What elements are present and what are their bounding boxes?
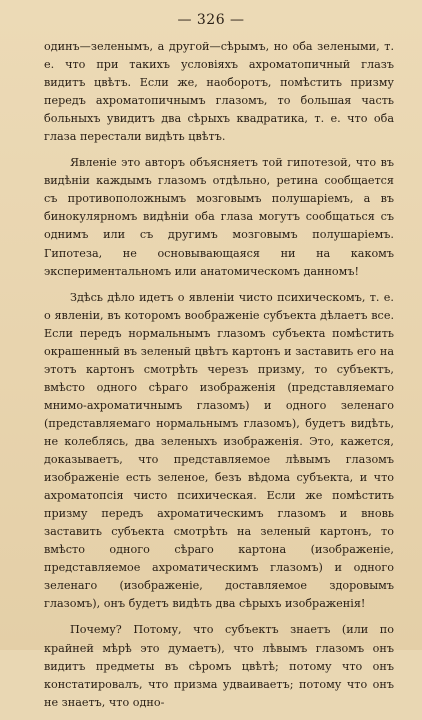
page-number: — 326 — bbox=[177, 12, 245, 28]
paragraph-4: Почему? Потому, что субъектъ знаетъ (или по крайней мѣрѣ это думаетъ), что лѣвымъ глазомъ онъ видитъ предметы въ сѣромъ цвѣтѣ; потому что онъ констатировалъ, что призма удваиваетъ; потому что онъ не знаетъ, что одно- bbox=[44, 623, 394, 709]
page-body bbox=[44, 38, 394, 720]
paragraph-3: Здѣсь дѣло идетъ о явленіи чисто психическомъ, т. е. о явленіи, въ которомъ воображеніе субъекта дѣлаетъ все. Если передъ нормальнымъ глазомъ субъекта помѣстить окрашенный въ зеленый цвѣтъ картонъ и заставить его на этотъ картонъ смотрѣть черезъ призму, то субъектъ, вмѣсто одного сѣраго изображенія (представляемаго мнимо-ахроматичнымъ глазомъ) и одного зеленаго (представляемаго нормальнымъ глазомъ), будетъ видѣть, не колеблясь, два зеленыхъ изображенія. Это, кажется, доказываетъ, что представляемое лѣвымъ глазомъ изображеніе есть зеленое, безъ вѣдома субъекта, и что ахроматопсія чисто психическая. Если же помѣстить призму передъ ахроматическимъ глазомъ и вновь заставить субъекта смотрѣть на зеленый картонъ, то вмѣсто одного сѣраго картона (изображеніе, представляемое ахроматическимъ глазомъ) и одного зеленаго (изображеніе, доставляемое здоровымъ глазомъ), онъ будетъ видѣть два сѣрыхъ изображенія! bbox=[44, 290, 394, 611]
paragraph-1: одинъ—зеленымъ, а другой—сѣрымъ, но оба зелеными, т. е. что при такихъ условіяхъ ахроматопичный глазъ видитъ цвѣтъ. Если же, наоборотъ, помѣстить призму передъ ахроматопичнымъ глазомъ, то большая часть больныхъ увидитъ два сѣрыхъ квадратика, т. е. что оба глаза перестали видѣть цвѣтъ. bbox=[44, 40, 394, 144]
paragraph-2: Явленіе это авторъ объясняетъ той гипотезой, что въ видѣніи каждымъ глазомъ отдѣльно, ретина сообщается съ противоположнымъ мозговымъ полушаріемъ, а въ бинокулярномъ видѣніи оба глаза могутъ сообщаться съ однимъ или съ другимъ мозговымъ полушаріемъ. Гипотеза, не основывающаяся ни на какомъ экспериментальномъ или анатомическомъ данномъ! bbox=[44, 156, 394, 278]
